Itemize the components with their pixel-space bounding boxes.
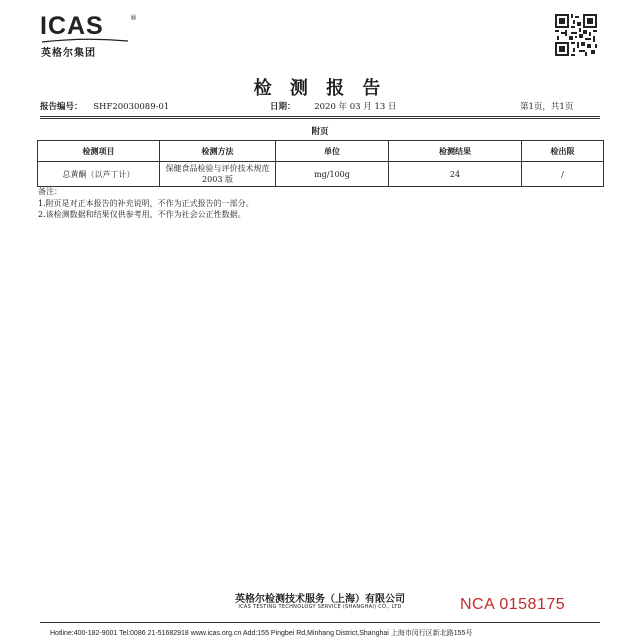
results-table (37, 140, 603, 187)
footer-rule (40, 622, 600, 623)
note-item: 2.该检测数据和结果仅供参考用，不作为社会公正性数据。 (38, 210, 246, 219)
cell-test-method: 保健食品检验与评价技术规范 2003 版 (160, 162, 276, 187)
footer-company-cn: 英格尔检测技术服务（上海）有限公司 (235, 594, 405, 605)
notes-section (38, 186, 254, 221)
report-number-value: SHF20030089-01 (93, 102, 170, 112)
header-test-item: 检测项目 (38, 141, 160, 162)
serial-code: NCA 0158175 (460, 596, 566, 613)
header-rule (40, 116, 600, 117)
logo-text: ICAS (40, 12, 104, 40)
cell-detection-limit: / (522, 162, 604, 187)
logo-chinese-name: 英格尔集团 (41, 48, 96, 59)
header-rule-thin (40, 118, 600, 119)
qr-code-icon (555, 14, 597, 56)
footer-company-en: ICAS TESTING TECHNOLOGY SERVICE (SHANGHAI) CO., LTD (238, 604, 402, 610)
report-title: 检 测 报 告 (253, 78, 387, 99)
header-result: 检测结果 (389, 141, 522, 162)
header-detection-limit: 检出限 (522, 141, 604, 162)
cell-unit: mg/100g (276, 162, 389, 187)
report-number (40, 100, 169, 112)
note-item: 1.附页是对正本报告的补充说明，不作为正式报告的一部分。 (38, 198, 254, 208)
footer-contact: Hotline:400-182-9001 Tel:0086 21-51682918 www.icas.org.cn Add:155 Pingbei Rd,Minhang District,Shanghai 上海市闵行区新北路155号 (50, 630, 473, 637)
registered-mark: ® (130, 14, 137, 22)
report-date-label: 日期： (270, 102, 296, 112)
notes-title: 备注： (38, 187, 62, 196)
cell-result: 24 (389, 162, 522, 187)
appendix-label: 附页 (311, 127, 329, 137)
company-logo (40, 12, 140, 59)
table-row (38, 162, 604, 187)
cell-test-item: 总黄酮（以芦丁计） (38, 162, 160, 187)
page-info: 第1页，共1页 (520, 102, 574, 112)
report-date-value: 2020 年 03 月 13 日 (314, 102, 397, 112)
header-test-method: 检测方法 (160, 141, 276, 162)
table-header-row (38, 141, 604, 162)
report-date (270, 100, 397, 112)
report-number-label: 报告编号： (40, 102, 83, 112)
header-unit: 单位 (276, 141, 389, 162)
